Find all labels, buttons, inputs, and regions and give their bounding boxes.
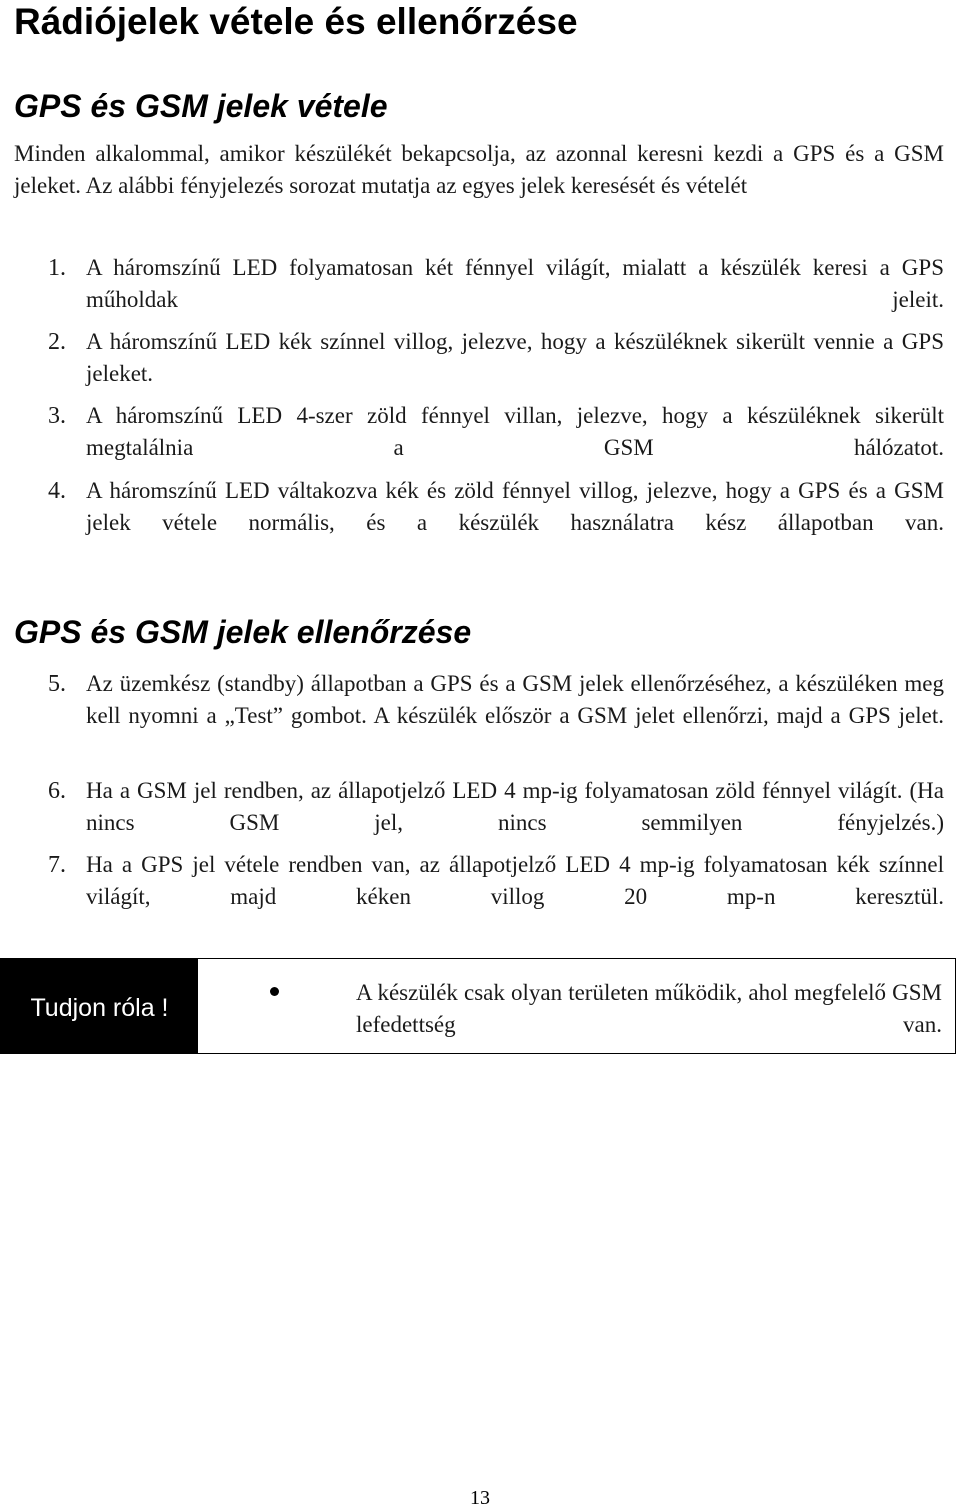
- list-item-text: A háromszínű LED váltakozva kék és zöld fénnyel villog, jelezve, hogy a GPS és a GSM jelek vétele normális, és a készülék használatra kész állapotban van.: [86, 478, 944, 535]
- page-number: 13: [470, 1487, 490, 1509]
- page-title: Rádiójelek vétele és ellenőrzése: [14, 1, 578, 42]
- notice-box: [0, 958, 956, 1054]
- list-item: [48, 849, 944, 945]
- notice-label: Tudjon róla !: [1, 959, 198, 1053]
- list-item-number: 7.: [48, 852, 66, 878]
- notice-body: [198, 959, 955, 1053]
- list-item-number: 2.: [48, 329, 66, 355]
- list-item-number: 5.: [48, 671, 66, 697]
- list-item-text: A háromszínű LED folyamatosan két fénnyel világít, mialatt a készülék keresi a GPS műholdak jeleit.: [86, 255, 944, 312]
- list-item-text: A háromszínű LED 4-szer zöld fénnyel villan, jelezve, hogy a készüléknek sikerült megtalálnia a GSM hálózatot.: [86, 403, 944, 460]
- intro-paragraph: Minden alkalommal, amikor készülékét bekapcsolja, az azonnal keresni kezdi a GPS és a GSM jeleket. Az alábbi fényjelezés sorozat mutatja az egyes jelek keresését és vételét: [14, 141, 944, 198]
- list-item: [48, 668, 944, 764]
- list-item: [48, 475, 944, 571]
- list-item-text: A háromszínű LED kék színnel villog, jelezve, hogy a készüléknek sikerült vennie a GPS jeleket.: [86, 329, 944, 386]
- list-item-text: Ha a GSM jel rendben, az állapotjelző LED 4 mp-ig folyamatosan zöld fénnyel világít. (Ha nincs GSM jel, nincs semmilyen fényjelzés.): [86, 778, 944, 835]
- list-item-number: 1.: [48, 255, 66, 281]
- bullet-icon: [270, 987, 279, 996]
- notice-text: A készülék csak olyan területen működik, ahol megfelelő GSM lefedettség van.: [356, 980, 942, 1037]
- section-heading-reception: GPS és GSM jelek vétele: [14, 88, 388, 124]
- section-heading-check: GPS és GSM jelek ellenőrzése: [14, 614, 472, 650]
- list-item-text: Az üzemkész (standby) állapotban a GPS és a GSM jelek ellenőrzéséhez, a készüléken meg kell nyomni a „Test” gombot. A készülék először a GSM jelet ellenőrzi, majd a GPS jelet.: [86, 671, 944, 728]
- list-item-number: 6.: [48, 778, 66, 804]
- list-item-number: 3.: [48, 403, 66, 429]
- list-item-number: 4.: [48, 478, 66, 504]
- list-item-text: Ha a GPS jel vétele rendben van, az állapotjelző LED 4 mp-ig folyamatosan kék színnel világít, majd kéken villog 20 mp-n keresztül.: [86, 852, 944, 909]
